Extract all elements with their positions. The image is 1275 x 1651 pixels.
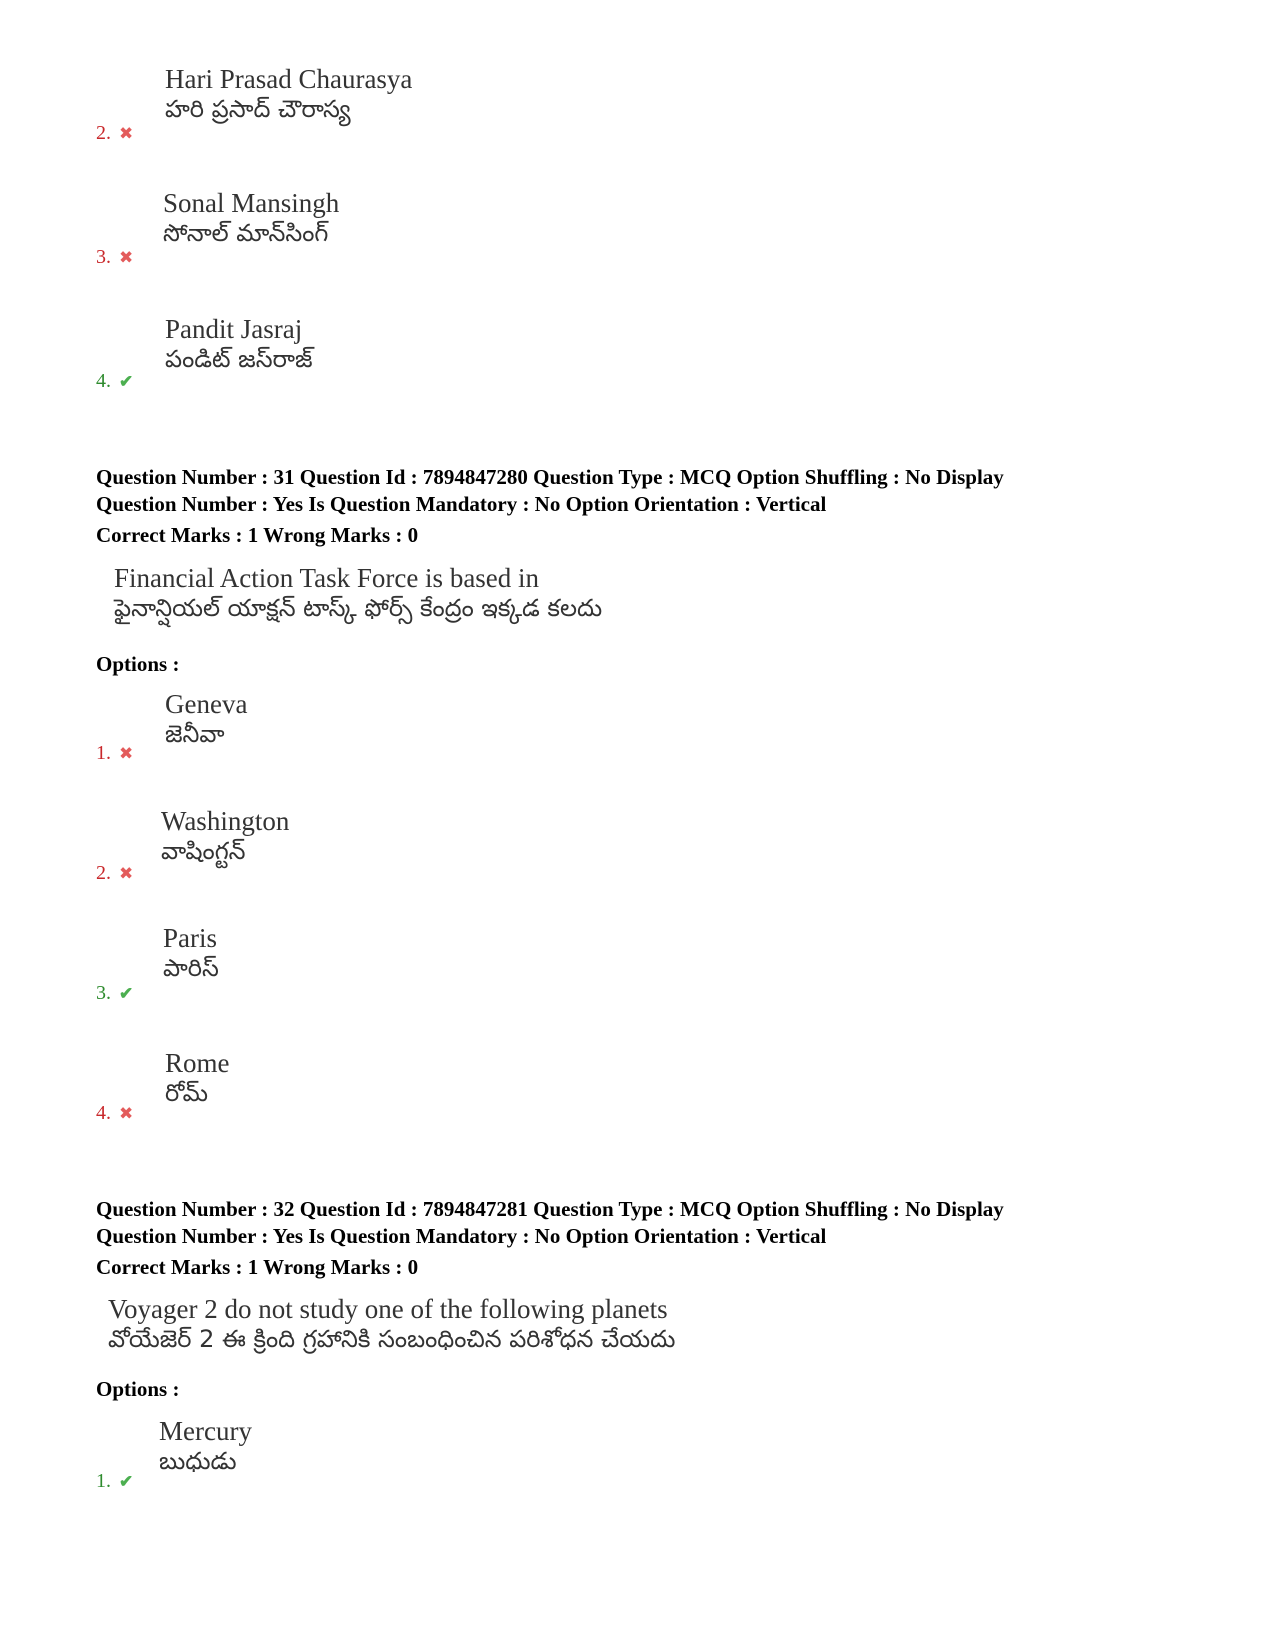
option-text-block bbox=[161, 806, 289, 871]
option-english: Geneva bbox=[165, 689, 248, 719]
option-telugu: పారిస్ bbox=[163, 954, 219, 982]
cross-icon: ✖ bbox=[119, 1104, 134, 1123]
question-meta-line: Question Number : 32 Question Id : 7894847281 Question Type : MCQ Option Shuffling : No Display bbox=[96, 1197, 1004, 1221]
option-text-block bbox=[165, 64, 412, 129]
question-meta-line: Question Number : Yes Is Question Mandatory : No Option Orientation : Vertical bbox=[96, 1224, 827, 1248]
option-text-block bbox=[165, 689, 247, 754]
question-text bbox=[114, 563, 602, 628]
cross-icon: ✖ bbox=[119, 124, 134, 143]
option-number bbox=[96, 1470, 133, 1493]
check-icon: ✔ bbox=[119, 1472, 134, 1491]
option-number bbox=[96, 246, 133, 269]
option-english: Washington bbox=[161, 806, 290, 836]
option-telugu: హరి ప్రసాద్ చౌరాస్య bbox=[165, 95, 351, 123]
option-english: Rome bbox=[165, 1048, 230, 1078]
question-text bbox=[108, 1294, 675, 1359]
question-telugu: ఫైనాన్షియల్ యాక్షన్ టాస్క్ ఫోర్స్ కేంద్రం ఇక్కడ కలదు bbox=[114, 594, 603, 622]
question-meta-line: Question Number : 31 Question Id : 7894847280 Question Type : MCQ Option Shuffling : No Display bbox=[96, 465, 1004, 489]
option-telugu: పండిట్ జస్‌రాజ్ bbox=[165, 345, 313, 373]
option-text-block bbox=[159, 1416, 252, 1481]
option-telugu: రోమ్ bbox=[165, 1079, 209, 1107]
option-english: Pandit Jasraj bbox=[165, 314, 303, 344]
option-number bbox=[96, 862, 133, 885]
option-number-label: 4. bbox=[96, 1102, 111, 1124]
question-meta bbox=[96, 464, 1004, 549]
cross-icon: ✖ bbox=[119, 864, 134, 883]
option-number bbox=[96, 122, 133, 145]
question-english: Financial Action Task Force is based in bbox=[114, 563, 540, 593]
option-number bbox=[96, 982, 133, 1005]
option-number-label: 1. bbox=[96, 742, 111, 764]
cross-icon: ✖ bbox=[119, 744, 134, 763]
option-number bbox=[96, 1102, 133, 1125]
option-telugu: సోనాల్ మాన్‌సింగ్ bbox=[163, 219, 329, 247]
option-number-label: 4. bbox=[96, 370, 111, 392]
option-text-block bbox=[165, 1048, 230, 1113]
option-text-block bbox=[163, 188, 339, 253]
option-telugu: జెనీవా bbox=[165, 720, 225, 748]
option-number-label: 1. bbox=[96, 1470, 111, 1492]
option-number-label: 2. bbox=[96, 862, 111, 884]
check-icon: ✔ bbox=[119, 984, 134, 1003]
option-number-label: 2. bbox=[96, 122, 111, 144]
question-meta bbox=[96, 1196, 1004, 1281]
option-telugu: బుధుడు bbox=[159, 1447, 237, 1475]
option-number-label: 3. bbox=[96, 982, 111, 1004]
option-number-label: 3. bbox=[96, 246, 111, 268]
option-number bbox=[96, 742, 133, 765]
option-english: Mercury bbox=[159, 1416, 252, 1446]
question-marks: Correct Marks : 1 Wrong Marks : 0 bbox=[96, 1255, 419, 1279]
option-english: Paris bbox=[163, 923, 217, 953]
option-english: Sonal Mansingh bbox=[163, 188, 340, 218]
option-text-block bbox=[163, 923, 219, 988]
options-label: Options : bbox=[96, 1377, 180, 1401]
question-marks: Correct Marks : 1 Wrong Marks : 0 bbox=[96, 523, 419, 547]
check-icon: ✔ bbox=[119, 372, 134, 391]
question-meta-line: Question Number : Yes Is Question Mandatory : No Option Orientation : Vertical bbox=[96, 492, 827, 516]
question-telugu: వోయేజెర్ 2 ఈ క్రింది గ్రహానికి సంబంధించిన పరిశోధన చేయదు bbox=[108, 1325, 676, 1353]
option-text-block bbox=[165, 314, 313, 379]
options-label: Options : bbox=[96, 652, 180, 676]
cross-icon: ✖ bbox=[119, 248, 134, 267]
option-number bbox=[96, 370, 133, 393]
option-english: Hari Prasad Chaurasya bbox=[165, 64, 413, 94]
option-telugu: వాషింగ్టన్ bbox=[161, 837, 246, 865]
question-english: Voyager 2 do not study one of the following planets bbox=[108, 1294, 668, 1324]
